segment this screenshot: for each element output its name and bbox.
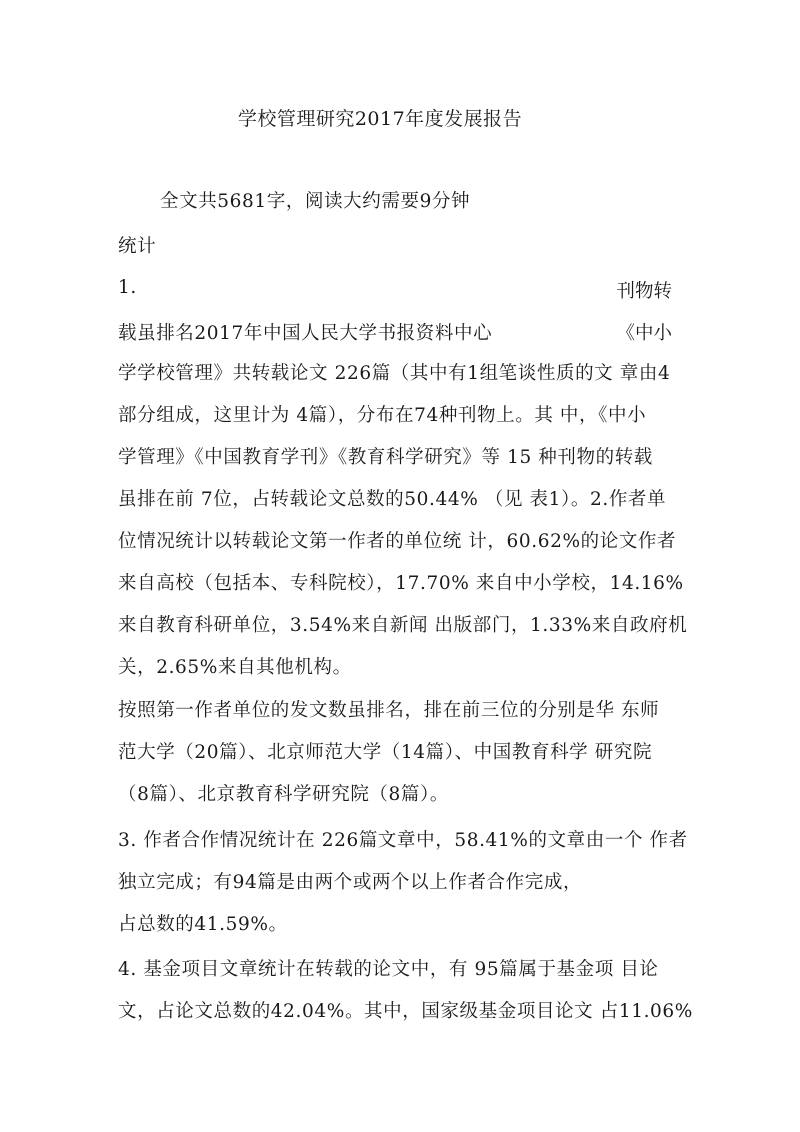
text-line: 4. 基金项目文章统计在转载的论文中，有 95篇属于基金项 目论 xyxy=(118,959,659,980)
text-line: 位情况统计以转载论文第一作者的单位统 计，60.62%的论文作者 xyxy=(118,531,677,552)
text-line: （8篇）、北京教育科学研究院（8篇）。 xyxy=(118,784,449,805)
text-line-right: 《中小 xyxy=(616,323,672,344)
reading-meta: 全文共5681字，阅读大约需要9分钟 xyxy=(160,191,471,212)
text-line: 学管理》《中国教育学刊》《教育科学研究》等 15 种刊物的转载 xyxy=(118,447,653,468)
text-line: 关，2.65%来自其他机构。 xyxy=(118,657,352,678)
text-line: 学学校管理》共转载论文 226篇（其中有1组笔谈性质的文 章由4 xyxy=(118,363,671,384)
text-line: 独立完成；有94篇是由两个或两个以上作者合作完成， xyxy=(118,872,583,893)
text-line: 来自教育科研单位，3.54%来自新闻 出版部门，1.33%来自政府机 xyxy=(118,615,688,636)
text-line: 来自高校（包括本、专科院校），17.70% 来自中小学校，14.16% xyxy=(118,573,684,594)
text-line: 3. 作者合作情况统计在 226篇文章中，58.41%的文章由一个 作者 xyxy=(118,830,688,851)
text-line: 占总数的41.59%。 xyxy=(118,914,288,935)
text-line: 部分组成，这里计为 4篇），分布在74种刊物上。其 中，《中小 xyxy=(118,405,647,426)
text-line-right: 刊物转 xyxy=(616,281,672,302)
document-title: 学校管理研究2017年度发展报告 xyxy=(237,108,523,130)
section-heading: 统计 xyxy=(118,236,157,257)
text-line: 文，占论文总数的42.04%。其中，国家级基金项目论文 占11.06% xyxy=(118,1001,693,1022)
text-line: 范大学（20篇）、北京师范大学（14篇）、中国教育科学 研究院 xyxy=(118,742,653,763)
text-line: 载虽排名2017年中国人民大学书报资料中心 xyxy=(118,323,493,344)
text-line: 1. xyxy=(118,277,137,298)
text-line: 虽排在前 7位，占转载论文总数的50.44% （见 表1）。2.作者单 xyxy=(118,489,667,510)
text-line: 按照第一作者单位的发文数虽排名，排在前三位的分别是华 东师 xyxy=(118,700,660,721)
